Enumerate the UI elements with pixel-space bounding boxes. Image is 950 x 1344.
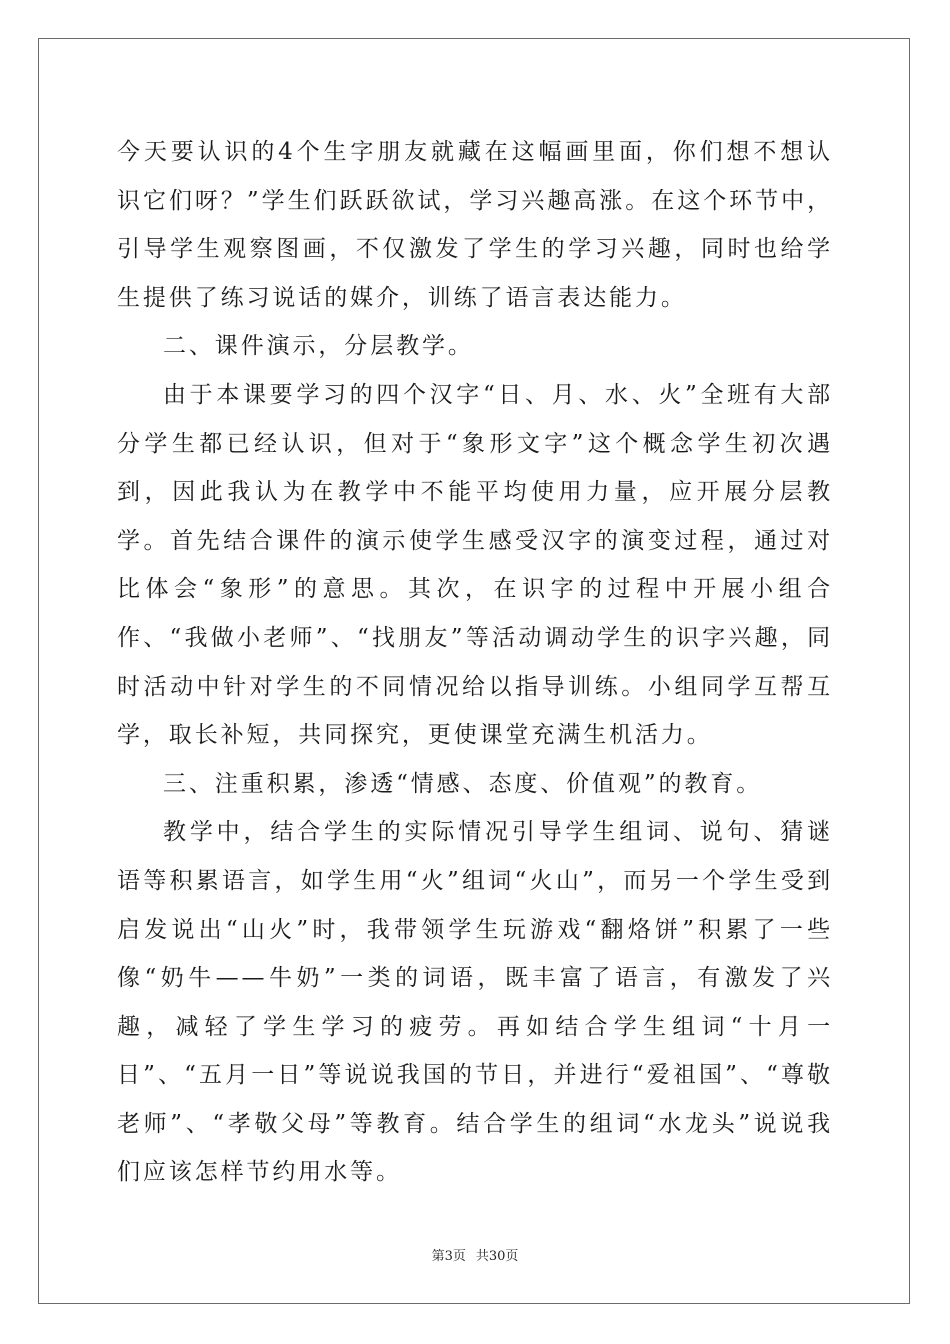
paragraph-1: 今天要认识的4个生字朋友就藏在这幅画里面，你们想不想认识它们呀？”学生们跃跃欲试，学习兴趣高涨。在这个环节中，引导学生观察图画，不仅激发了学生的学习兴趣，同时也给学生提供了练习说话的媒介，训练了语言表达能力。 (117, 139, 833, 311)
paragraph-3: 教学中，结合学生的实际情况引导学生组词、说句、猜谜语等积累语言，如学生用“火”组词“火山”，而另一个学生受到启发说出“山火”时，我带领学生玩游戏“翻烙饼”积累了一些像“奶牛——牛奶”一类的词语，既丰富了语言，有激发了兴趣，减轻了学生学习的疲劳。再如结合学生组词“十月一日”、“五月一日”等说说我国的节日，并进行“爱祖国”、“尊敬老师”、“孝敬父母”等教育。结合学生的组词“水龙头”说说我们应该怎样节约用水等。 (117, 819, 833, 1186)
total-page-count: 共30页 (475, 1249, 519, 1264)
page-footer (0, 1248, 950, 1266)
current-page-number: 第3页 (431, 1249, 466, 1264)
paragraph-2: 由于本课要学习的四个汉字“日、月、水、火”全班有大部分学生都已经认识，但对于“象形文字”这个概念学生初次遇到，因此我认为在教学中不能平均使用力量，应开展分层教学。首先结合课件的演示使学生感受汉字的演变过程，通过对比体会“象形”的意思。其次，在识字的过程中开展小组合作、“我做小老师”、“找朋友”等活动调动学生的识字兴趣，同时活动中针对学生的不同情况给以指导训练。小组同学互帮互学，取长补短，共同探究，更使课堂充满生机活力。 (117, 381, 833, 749)
document-body (117, 128, 833, 1197)
section-heading-3: 三、注重积累，渗透“情感、态度、价值观”的教育。 (163, 770, 763, 797)
section-heading-2: 二、课件演示，分层教学。 (163, 333, 474, 360)
